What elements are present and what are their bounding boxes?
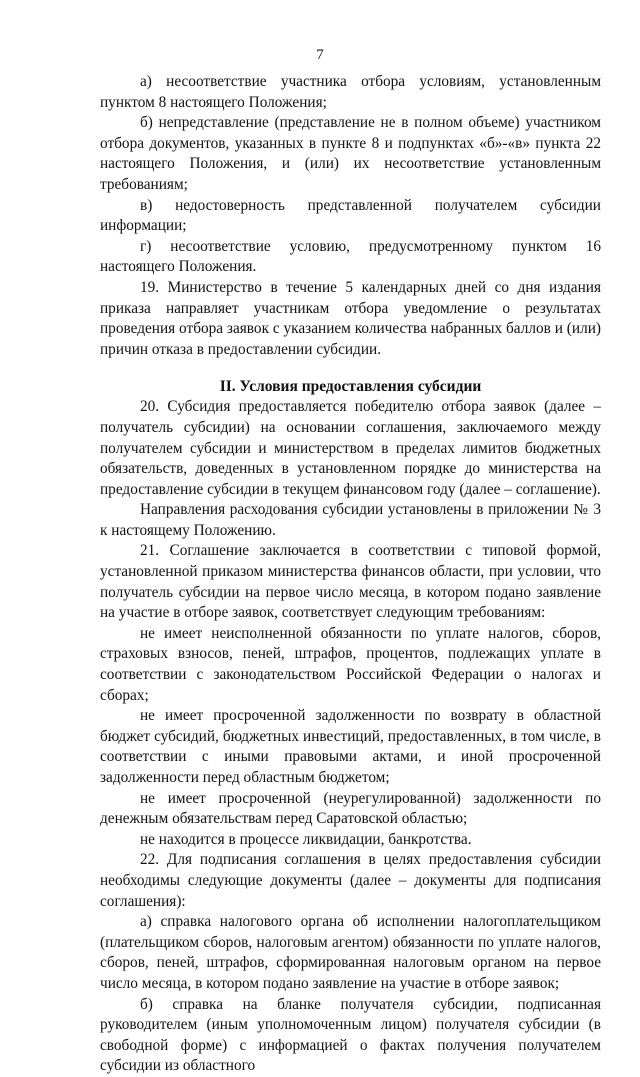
clause-19: 19. Министерство в течение 5 календарных дней со дня издания приказа направляет участникам отбора уведомление о результатах проведения отбора заявок с указанием количества набранных баллов и (или) причин отказа в предоставлении субсидии.	[100, 278, 601, 358]
subitem-b: б) непредставление (представление не в полном объеме) участником отбора документов, указанных в пункте 8 и подпунктах «б»-«в» пункта 22 настоящего Положения, и (или) их несоответствие установленным требованиям;	[100, 114, 601, 193]
document-b: б) справка на бланке получателя субсидии, подписанная руководителем (иным уполномоченным лицом) получателя субсидии (в свободной форме) с информацией о фактах получения получателем субсидии из областного	[100, 995, 601, 1075]
subitem-g: г) несоответствие условию, предусмотренному пунктом 16 настоящего Положения.	[100, 237, 601, 276]
requirement-taxes: не имеет неисполненной обязанности по уплате налогов, сборов, страховых взносов, пеней, штрафов, процентов, подлежащих уплате в соответствии с законодательством Российской Федерации о налогах и сборах;	[100, 624, 601, 704]
requirement-budget-debt: не имеет просроченной задолженности по возврату в областной бюджет субсидий, бюджетных инвестиций, предоставленных, в том числе, в соответствии с иными правовыми актами, и иной просроченной задолженности перед областным бюджетом;	[100, 707, 601, 786]
clause-20: 20. Субсидия предоставляется победителю отбора заявок (далее – получатель субсидии) на основании соглашения, заключаемого между получателем субсидии и министерством в пределах лимитов бюджетных обязательств, доведенных в установленном порядке до министерства на предоставление субсидии в текущем финансовом году (далее – соглашение).	[100, 398, 601, 498]
subitem-v: в) недостоверность представленной получателем субсидии информации;	[100, 196, 601, 235]
document-body	[100, 72, 601, 1077]
requirement-obligations: не имеет просроченной (неурегулированной) задолженности по денежным обязательствам перед Саратовской областью;	[100, 789, 601, 828]
page-number: 7	[316, 47, 324, 63]
subitem-a: а) несоответствие участника отбора условиям, установленным пунктом 8 настоящего Положения;	[100, 73, 601, 111]
clause-21: 21. Соглашение заключается в соответствии с типовой формой, установленной приказом министерства финансов области, при условии, что получатель субсидии на первое число месяца, в котором подано заявление на участие в отборе заявок, соответствует следующим требованиям:	[100, 542, 601, 622]
clause-22: 22. Для подписания соглашения в целях предоставления субсидии необходимы следующие документы (далее – документы для подписания соглашения):	[100, 851, 601, 910]
clause-20-directions: Направления расходования субсидии установлены в приложении № 3 к настоящему Положению.	[100, 501, 601, 539]
requirement-liquidation: не находится в процессе ликвидации, банкротства.	[140, 830, 472, 848]
document-a: а) справка налогового органа об исполнении налогоплательщиком (плательщиком сборов, налоговым агентом) обязанности по уплате налогов, сборов, пеней, штрафов, сформированная налоговым органом на первое число месяца, в котором подано заявление на участие в отборе заявок;	[100, 913, 601, 992]
section-title: II. Условия предоставления субсидии	[219, 378, 482, 396]
